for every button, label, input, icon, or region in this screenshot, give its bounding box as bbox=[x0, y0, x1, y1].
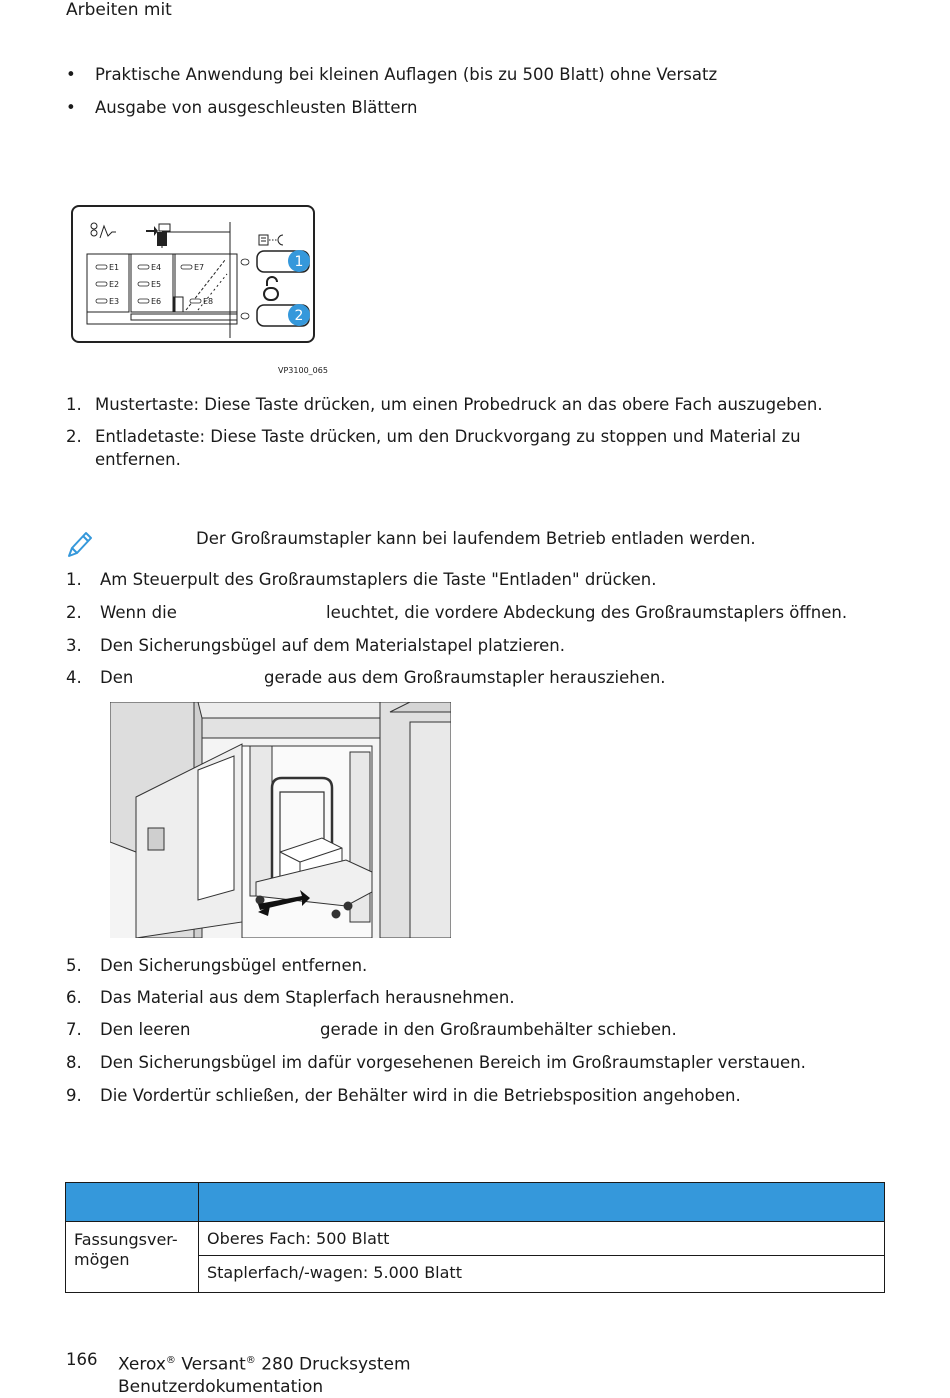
panel-label-e2: E2 bbox=[109, 280, 120, 289]
panel-label-e5: E5 bbox=[151, 280, 162, 289]
stacker-control-panel-figure bbox=[70, 204, 318, 346]
step-item: 1. Am Steuerpult des Großraumstaplers die Taste "Entladen" drücken. bbox=[66, 570, 657, 589]
panel-label-e6: E6 bbox=[151, 297, 162, 306]
step-item: 2. Wenn die leuchtet, die vordere Abdeckung des Großraumstaplers öffnen. bbox=[66, 603, 848, 622]
sample-led bbox=[241, 259, 249, 265]
list-item: 1. Mustertaste: Diese Taste drücken, um einen Probedruck an das obere Fach auszugeben. bbox=[66, 395, 823, 414]
panel-label-e1: E1 bbox=[109, 263, 120, 272]
svg-text:1: 1 bbox=[294, 254, 304, 270]
page-number: 166 bbox=[66, 1350, 98, 1369]
step-item: 5. Den Sicherungsbügel entfernen. bbox=[66, 956, 368, 975]
row-label: Fassungsver- mögen bbox=[66, 1222, 199, 1293]
unload-led bbox=[241, 313, 249, 319]
table-cell: Oberes Fach: 500 Blatt bbox=[199, 1222, 885, 1256]
panel-label-e3: E3 bbox=[109, 297, 120, 306]
table-header-row bbox=[66, 1183, 885, 1222]
pencil-icon bbox=[66, 528, 94, 558]
spec-table bbox=[65, 1182, 885, 1293]
panel-label-e7: E7 bbox=[194, 263, 205, 272]
table-row bbox=[66, 1222, 885, 1256]
step-item: 8. Den Sicherungsbügel im dafür vorgesehenen Bereich im Großraumstapler verstauen. bbox=[66, 1053, 806, 1072]
step-item: 7. Den leeren gerade in den Großraumbehälter schieben. bbox=[66, 1020, 677, 1039]
svg-text:2: 2 bbox=[294, 308, 304, 324]
panel-label-e8: E8 bbox=[203, 297, 214, 306]
step-item: 6. Das Material aus dem Staplerfach herausnehmen. bbox=[66, 988, 515, 1007]
running-header: Arbeiten mit bbox=[66, 0, 172, 20]
note-text: Der Großraumstapler kann bei laufendem Betrieb entladen werden. bbox=[196, 529, 756, 548]
panel-label-e4: E4 bbox=[151, 263, 162, 272]
footer-product: Xerox® Versant® 280 Drucksystem Benutzerdokumentation bbox=[118, 1354, 411, 1397]
step-item: 4. Den gerade aus dem Großraumstapler herausziehen. bbox=[66, 668, 666, 687]
list-item: 2. Entladetaste: Diese Taste drücken, um den Druckvorgang zu stoppen und Material zu entfernen. bbox=[66, 427, 801, 469]
table-cell: Staplerfach/-wagen: 5.000 Blatt bbox=[199, 1256, 885, 1293]
stacker-cart-illustration bbox=[110, 702, 451, 938]
figure-caption: VP3100_065 bbox=[278, 366, 328, 375]
step-item: 9. Die Vordertür schließen, der Behälter wird in die Betriebsposition angehoben. bbox=[66, 1086, 741, 1105]
step-item: 3. Den Sicherungsbügel auf dem Materialstapel platzieren. bbox=[66, 636, 565, 655]
